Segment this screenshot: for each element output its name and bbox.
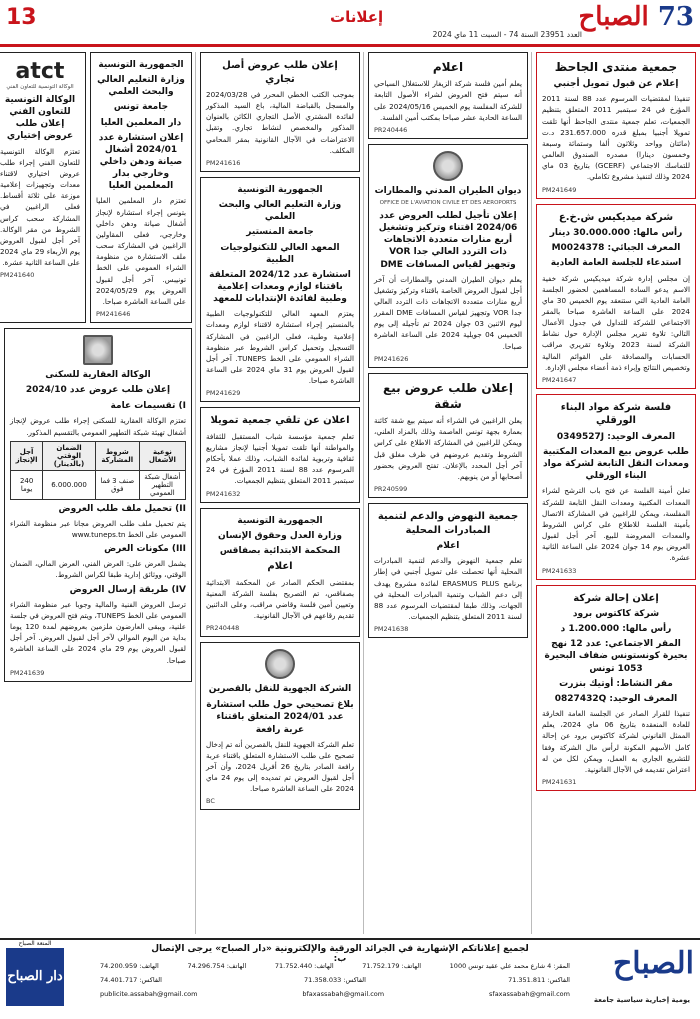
footer-emails	[100, 990, 570, 998]
ad-youth-foundation: اعلان عن تلقي جمعية تمويلا تعلم جمعية مؤسسة شباب المستقبل للثقافة والمواطنة أنها تلقت تمويلا أجنبيا لإنجاز مشاريع ثقافية وتربوية لفائدة الشباب، وذلك عملا بأحكام المرسوم عدد 88 لسنة 2011 المؤرخ في 24 سبتمبر 2011 المتعلق بتنظيم الجمعيات. PM241632	[200, 407, 360, 502]
column-divider	[531, 52, 532, 934]
afh-logo-icon	[83, 335, 113, 365]
column-divider	[195, 52, 196, 934]
ad-istmed: الجمهورية التونسية وزارة التعليم العالي والبحث العلمي جامعة المنستير المعهد العالي للتكنولوجيات الطبية استشارة عدد 2024/12 المتعلقة باقتناء لوازم ومعدات إعلامية وطبية لفائدة الإنتدابات للمعهد يعتزم المعهد العالي للتكنولوجيات الطبية بالمنستير إجراء استشارة لاقتناء لوازم ومعدات إعلامية وطبية، فعلى الراغبين في المشاركة التسجيل وتحميل كراس الشروط عبر منظومة الشراء العمومي على الخط TUNEPS. آخر أجل لقبول العروض يوم 31 ماي 2024 على الساعة العاشرة صباحا. PM241629	[200, 177, 360, 402]
ad-sfax-court: الجمهورية التونسية وزارة العدل وحقوق الإنسان المحكمة الابتدائية بصفاقس اعلام بمقتضى الحكم الصادر عن المحكمة الابتدائية بصفاقس، تم التصريح بفلسة الشركة المعنية وتعيين أمين فلسة وقاضي مراقب، وعلى الدائنين تقديم رقاعهم في الآجال القانونية. PR240448	[200, 508, 360, 638]
footer-phones: المقر: 4 شارع محمد علي عقيد تونس 1000 الهاتف: 71.752.179 الهاتف: 71.752.440 الهاتف: 74.296.754 الهاتف: 74.200.959	[100, 962, 570, 970]
atct-logo: atct	[15, 59, 65, 84]
footer-fax: الفاكس: 71.351.811 الفاكس: 71.358.033 الفاكس: 74.401.717	[100, 976, 570, 984]
table-row: أشغال شبكة التطهير العمومي صنف 3 فما فوق 6.000.000 240 يوما	[11, 470, 186, 499]
ad-kasserine-transport: الشركة الجهوية للنقل بالقصرين بلاغ تصحيحي حول طلب استشارة عدد 2024/01 المتعلق باقتناء عربة رافعة تعلم الشركة الجهوية للنقل بالقصرين أنه تم إدخال تصحيح على طلب الاستشارة المتعلق باقتناء عربة رافعة الصادر بتاريخ 26 أفريل 2024، وأن آخر أجل لقبول العروض تم تمديده إلى يوم 24 ماي 2024 على الساعة العاشرة صباحا. BC	[200, 642, 360, 810]
page-header	[0, 0, 700, 47]
column-2	[368, 52, 528, 934]
email-link[interactable]: publicite.assabah@gmail.com	[100, 990, 198, 998]
ad-ens-tunis: الجمهورية التونسية وزارة التعليم العالي والبحث العلمي جامعة تونس دار المعلمين العليا إعلان استشارة عدد 2024/01 أشغال صيانة ودهن داخلي وخارجي بدار المعلمين العليا تعتزم دار المعلمين العليا بتونس إجراء استشارة لإنجاز أشغال صيانة ودهن داخلي وخارجي، فعلى المقاولين الراغبين في المشاركة سحب ملف الاستشارة من منظومة الشراء العمومي على الخط تونيبس. آخر أجل لقبول العروض يوم 2024/05/29 على الساعة العاشرة صباحا. PM241646	[90, 52, 192, 323]
works-table: نوعية الأشغال شروط المشاركة الضمان الوقتي (بالدينار) آجل الإنجاز أشغال شبكة التطهير العمومي صنف 3 فما فوق 6.000.000 240 يوما	[10, 441, 186, 500]
column-divider	[363, 52, 364, 934]
ad-business-sale: إعلان طلب عروض أصل تجاري بموجب الكتب الخطي المحرر في 2024/03/28 والمسجل بالقباضة المالية، باع السيد المذكور لفائدة المشتري الأصل التجاري الكائن بالعنوان المذكور والمخصص لنشاط تجاري. وتقبل الاعتراضات في الآجال القانونية بمقر المحامي المكلف. PM241616	[200, 52, 360, 172]
footer-title: لجميع إعلاناتكم الإشهارية في الجرائد الورقية والإلكترونية «دار الصباح» يرجى الإتصال ب:	[151, 944, 529, 964]
ad-atct: atct الوكالة التونسية للتعاون الفني الوكالة التونسية للتعاون الفني إعلان طلب عروض إختياري تعتزم الوكالة التونسية للتعاون الفني إجراء طلب عروض اختياري لاقتناء معدات وتجهيزات إعلامية موزعة على ثلاثة أقساط. فعلى الراغبين في المشاركة سحب كراس الشروط من مقر الوكالة. آخر أجل لقبول العروض يوم الأربعاء 29 ماي 2024 على الساعة الثانية عشرة. PM241640	[0, 52, 86, 323]
ad-local-initiatives: جمعية النهوض والدعم لتنمية المبادرات المحلية اعلام تعلم جمعية النهوض والدعم لتنمية المبادرات المحلية أنها تحصلت على تمويل أجنبي في إطار برنامج ERASMUS PLUS لفائدة مشروع يهدف إلى دعم الشباب وتنمية المبادرات المحلية في الجهات، وذلك طبقا لمقتضيات المرسوم عدد 88 لسنة 2011 المتعلق بتنظيم الجمعيات. PM241638	[368, 503, 528, 638]
email-link[interactable]: bfaxassabah@gmail.com	[302, 990, 385, 998]
ad-zighar: اعلام يعلم أمين فلسة شركة الزيغار للاستغلال السياحي أنه سيتم فتح العروض لشراء الأصول التابعة للشركة المفلسة يوم الخميس 2024/05/16 على الساعة الحادية عشر صباحا بمكتب أمين الفلسة. PR240446	[368, 52, 528, 139]
footer-logo: الصباح	[612, 946, 694, 981]
ad-medicis: شركة ميديكيس ش.خ.ع رأس مالها: 30.000.000 دينار المعرف الجبائي: M0024378 استدعاء للجلسة العامة العادية إن مجلس إدارة شركة ميديكيس شركة خفية الاسم يدعو السادة المساهمين لحضور الجلسة العامة العادية التي ستنعقد يوم الخميس 30 ماي 2024 على الساعة العاشرة صباحا بالمقر الاجتماعي للشركة للتداول في جدول الأعمال التالي: تلاوة تقرير مجلس الإدارة حول نشاط الشركة لسنة 2023 وتلاوة تقريري مراقب الحسابات والمصادقة على القوائم المالية وتخصيص النتائج وإبراء ذمة أعضاء مجلس الإدارة. PM241647	[536, 204, 696, 389]
masthead-logo: 73 الصباح	[578, 2, 694, 32]
dar-assabah-logo: دار الصباح	[6, 948, 64, 1006]
column-3	[200, 52, 360, 934]
ad-apartment-sale: إعلان طلب عروض بيع شقة يعلن الراغبين في الشراء أنه سيتم بيع شقة كائنة بعمارة بجهة تونس العاصمة وذلك بالمزاد العلني، ويمكن للراغبين في المشاركة الاطلاع على كراس الشروط وتقديم عروضهم في ظرف مغلق قبل آخر أجل المحدد بالإعلان. تفتح العروض بحضور أصحابها أو من ينوبهم. PR240599	[368, 373, 528, 498]
email-link[interactable]: sfaxassabah@gmail.com	[489, 990, 570, 998]
column-4	[0, 52, 192, 934]
section-title: إعلانات	[330, 8, 384, 26]
page-footer: الصباح يومية إخبارية سياسية جامعة لجميع إعلاناتكم الإشهارية في الجرائد الورقية والإلكترونية «دار الصباح» يرجى الإتصال ب: المقر: 4 شارع محمد علي عقيد تونس 1000 الهاتف: 71.752.179 الهاتف: 71.752.440 الهاتف: 74.296.754 الهاتف: 74.200.959 الفاكس: 71.351.811 الفاكس: 71.358.033 الفاكس: 74.401.717 publicite.assabah@gmail.com bfaxassabah@gmail.com sfaxassabah@gmail.com المنعة الصباح دار الصباح	[0, 938, 700, 1019]
ad-afh: الوكالة العقارية للسكنى إعلان طلب عروض عدد 2024/10 I) تقسيمات عامة تعتزم الوكالة العقارية للسكنى إجراء طلب عروض لإنجاز أشغال تهيئة شبكة التطهير العمومي بالتقسيم المذكور. نوعية الأشغال شروط المشاركة الضمان الوقتي (بالدينار) آجل الإنجاز أشغال شبكة التطهير العمومي صنف 3 فما فوق 6.000.000 240 يوما II) تحميل ملف طلب العروض يتم تحميل ملف طلب العروض مجانا عبر منظومة الشراء العمومي على الخط www.tuneps.tn III) مكونات العرض يشمل العرض على: العرض الفني، العرض المالي، الضمان الوقتي، ووثائق إدارية طبقا لكراس الشروط. IV) طريقة إرسال العروض ترسل العروض الفنية والمالية وجوبا عبر منظومة الشراء العمومي على الخط TUNEPS، ويتم فتح العروض في جلسة علنية، ويبقى العارضون ملزمين بعروضهم لمدة 120 يوما بداية من اليوم الموالي لآخر أجل لقبول العروض. آخر أجل لقبول العروض يوم 29 ماي 2024 على الساعة العاشرة صباحا. PM241639	[4, 328, 192, 682]
issue-line: العدد 23951 السنة 74 - السبت 11 ماي 2024	[432, 30, 582, 39]
ad-cactus: إعلان إحالة شركة شركة كاكتوس برود رأس مالها: 1.200.000 د المقر الاجتماعي: عدد 12 نهج بحيرة كونستونس ضفاف البحيرة 1053 تونس مقر النشاط: أوتيك بنزرت المعرف الوحيد: 0827432Q تنفيذا للقرار الصادر عن الجلسة العامة الخارقة للعادة المنعقدة بتاريخ 06 ماي 2024، يعلم الممثل القانوني لشركة كاكتوس برود عن إحالة كامل الأسهم المكونة لرأس مال الشركة وفقا للتشريع الجاري به العمل، ويمكن لكل من له اعتراض تقديمه في الآجال القانونية. PM241631	[536, 585, 696, 791]
oaca-logo-icon	[433, 151, 463, 181]
footer-tagline: يومية إخبارية سياسية جامعة	[593, 996, 690, 1004]
ad-warqli: فلسة شركة مواد البناء الورقلي المعرف الوحيد: 0349527J طلب عروض بيع المعدات المكتبية ومعدات النقل التابعة لشركة مواد البناء الورقلي تعلن أمينة الفلسة عن فتح باب الترشح لشراء المعدات المكتبية ومعدات النقل التابعة للشركة المفلسة، ويمكن للراغبين في المشاركة الاتصال بأمينة الفلسة للاطلاع على كراس الشروط والمعدات المعروضة للبيع. آخر أجل لقبول العروض يوم 14 جوان 2024 على الساعة الثانية عشرة. PM241633	[536, 394, 696, 580]
ad-oaca: ديوان الطيران المدني والمطارات OFFICE DE L'AVIATION CIVILE ET DES AEROPORTS إعلان تأجيل لطلب العروض عدد 2024/06 اقتناء وتركيز وتشغيل أربع منارات متعددة الاتجاهات ذات التردد العالي جدا VOR وتجهيز لقياس المسافات DME يعلم ديوان الطيران المدني والمطارات أن آخر أجل لقبول العروض الخاصة باقتناء وتركيز وتشغيل أربع منارات متعددة الاتجاهات ذات التردد العالي جدا VOR وتجهيز لقياس المسافات DME المقرر ليوم الاثنين 03 جوان 2024 تم تأجيله إلى يوم الخميس 04 جويلية 2024 على الساعة العاشرة صباحا. PM241626	[368, 144, 528, 368]
page-number: 13	[6, 5, 37, 30]
column-1	[536, 52, 696, 934]
transport-logo-icon	[265, 649, 295, 679]
ad-jahedh: جمعية منتدى الجاحظ إعلام عن قبول تمويل أجنبي تنفيذا لمقتضيات المرسوم عدد 88 لسنة 2011 المؤرخ في 24 سبتمبر 2011 المتعلق بتنظيم الجمعيات، تعلم جمعية منتدى الجاحظ أنها تلقت تمويلا أجنبيا بمبلغ قدره 231.657.000 د.ت (مائتان وواحد وثلاثون ألفا وستمائة وسبعة وخمسون دينارا) مصدره الصندوق العالمي للتماسك الاجتماعي (GCERF) بتاريخ 03 ماي 2024 وذلك لتنفيذ مشروع تكاملي. PM241649	[536, 52, 696, 199]
